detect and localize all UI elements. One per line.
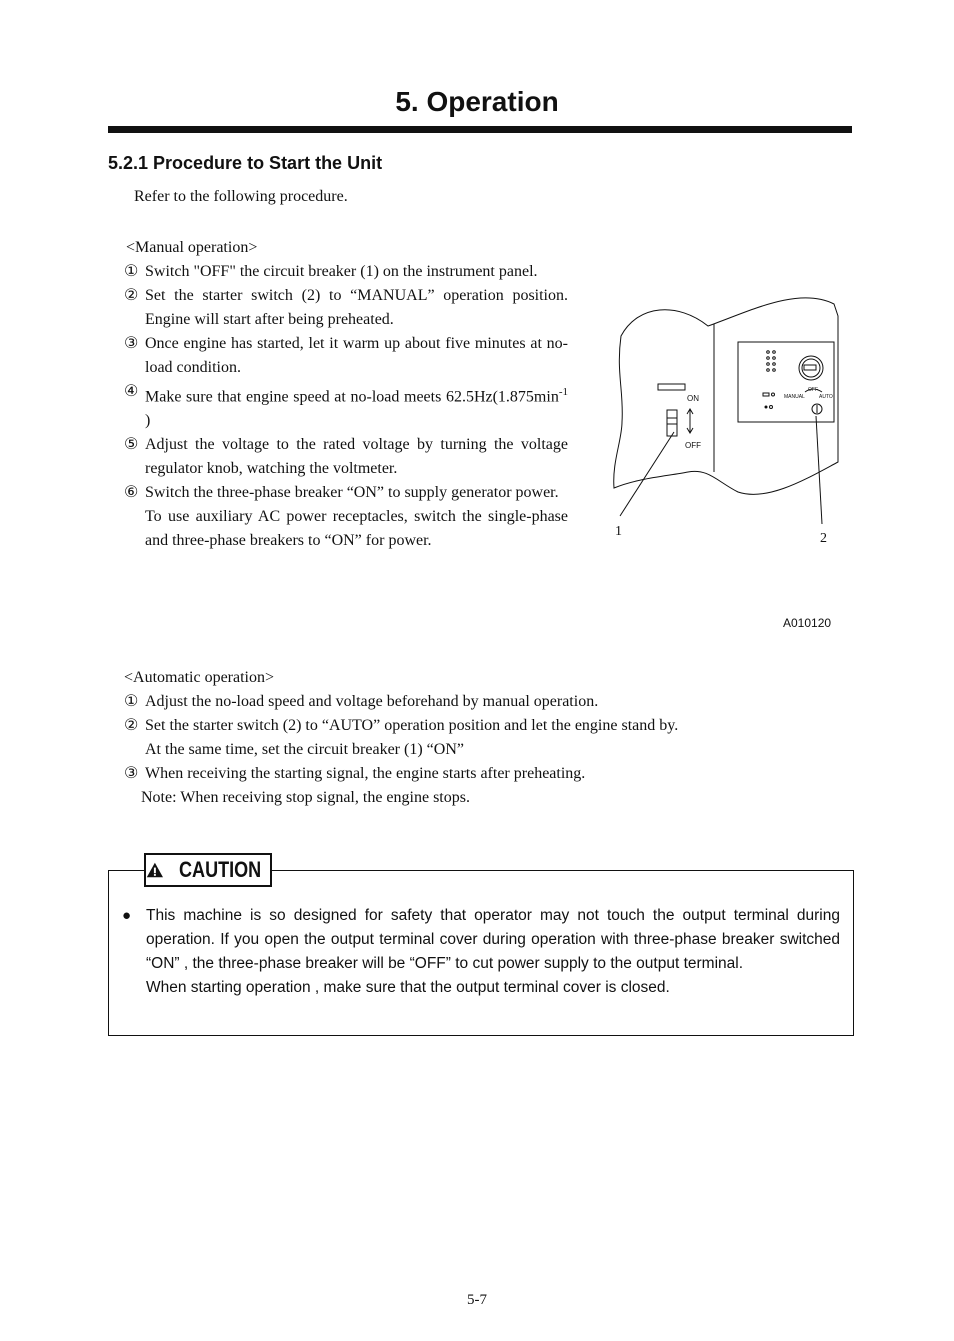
indicator-lamp <box>767 369 770 372</box>
panel-indicator <box>772 393 775 396</box>
on-label: ON <box>687 394 699 403</box>
manual-step-5 <box>124 433 568 481</box>
step-text: When receiving the starting signal, the engine starts after preheating. <box>145 765 586 782</box>
step-text: Switch "OFF" the circuit breaker (1) on the instrument panel. <box>145 263 538 280</box>
caution-body <box>146 904 840 1000</box>
title-rule <box>108 126 852 133</box>
meter-dial-inner <box>802 359 820 377</box>
figure-code: A010120 <box>783 616 832 630</box>
page-number: 5-7 <box>467 1292 487 1308</box>
manual-operation-section <box>124 236 568 553</box>
step-number: ① <box>124 693 139 710</box>
step-text: Adjust the no-load speed and voltage beforehand by manual operation. <box>145 693 599 710</box>
step-number: ③ <box>124 765 139 782</box>
superscript: -1 <box>558 386 568 398</box>
auto-note: Note: When receiving stop signal, the engine stops. <box>141 789 470 806</box>
callout-1: 1 <box>615 524 622 539</box>
step-number: ① <box>124 263 139 280</box>
meter-dial <box>799 356 823 380</box>
indicator-lamp <box>773 357 776 360</box>
page-title: 5. Operation <box>395 86 559 117</box>
intro-text: Refer to the following procedure. <box>134 188 348 205</box>
indicator-lamp <box>773 351 776 354</box>
auto-step-1 <box>124 690 824 714</box>
step-text-main: Make sure that engine speed at no-load meets 62.5Hz(1.875min <box>145 388 559 406</box>
manual-label: MANUAL <box>784 394 805 400</box>
indicator-lamp <box>767 351 770 354</box>
auto-step-2-continuation: At the same time, set the circuit breaker (1) “ON” <box>145 741 464 758</box>
step-number: ⑥ <box>124 484 139 502</box>
instrument-panel-figure <box>608 292 848 554</box>
updown-arrow-icon <box>687 409 693 433</box>
step-text <box>145 380 568 433</box>
breaker-lever <box>667 410 677 436</box>
step-text: Once engine has started, let it warm up about five minutes at no-load condition. <box>145 335 568 376</box>
manual-step-1 <box>124 260 568 284</box>
manual-step-4 <box>124 380 568 433</box>
panel-dot <box>765 406 768 409</box>
warning-triangle-icon <box>146 860 164 880</box>
step-number: ② <box>124 287 139 304</box>
section-heading: 5.2.1 Procedure to Start the Unit <box>108 153 383 173</box>
leader-line-1 <box>620 432 674 516</box>
controller-box <box>738 342 834 422</box>
manual-note: To use auxiliary AC power receptacles, switch the single-phase and three-phase breakers to “ON” for power. <box>145 508 568 550</box>
callout-2: 2 <box>820 531 827 546</box>
step-number: ② <box>124 717 139 734</box>
manual-step-3 <box>124 332 568 380</box>
auto-step-3 <box>124 762 824 786</box>
step-text: Switch the three-phase breaker “ON” to supply generator power. <box>145 484 559 502</box>
auto-step-2 <box>124 714 824 738</box>
indicator-lamp <box>767 357 770 360</box>
panel-indicator <box>770 406 773 409</box>
caution-text-2: When starting operation , make sure that the output terminal cover is closed. <box>146 979 670 996</box>
caution-label: CAUTION <box>178 857 261 882</box>
automatic-operation-section <box>124 666 824 810</box>
step-text: Set the starter switch (2) to “MANUAL” operation position. Engine will start after being preheated. <box>145 287 568 328</box>
manual-step-6 <box>124 481 568 505</box>
caution-badge <box>144 853 272 887</box>
indicator-lamp <box>773 369 776 372</box>
step-number: ③ <box>124 335 139 352</box>
off-label: OFF <box>685 441 701 450</box>
switch-off-label: OFF <box>808 387 818 393</box>
breaker-slot <box>658 384 685 390</box>
step-number: ⑤ <box>124 436 139 454</box>
meter-display <box>804 365 816 370</box>
leader-line-2 <box>816 416 822 524</box>
caution-text: This machine is so designed for safety that operator may not touch the output terminal during operation. If you open the output terminal cover during operation with three-phase breaker switched “ON” , the three-phase breaker will be “OFF” to cut power supply to the output terminal. <box>146 907 840 972</box>
step-text: Set the starter switch (2) to “AUTO” operation position and let the engine stand by. <box>145 717 679 734</box>
step-number: ④ <box>124 383 139 400</box>
panel-indicator <box>763 393 769 396</box>
indicator-lamp <box>767 363 770 366</box>
auto-label: AUTO <box>819 394 833 400</box>
manual-step-2 <box>124 284 568 332</box>
indicator-lamp <box>773 363 776 366</box>
caution-bullet: ● <box>122 907 132 924</box>
step-text-end: ) <box>145 412 151 430</box>
step-text: Adjust the voltage to the rated voltage by turning the voltage regulator knob, watching the voltmeter. <box>145 436 568 478</box>
manual-operation-heading: <Manual operation> <box>126 239 258 256</box>
automatic-operation-heading: <Automatic operation> <box>124 669 275 686</box>
